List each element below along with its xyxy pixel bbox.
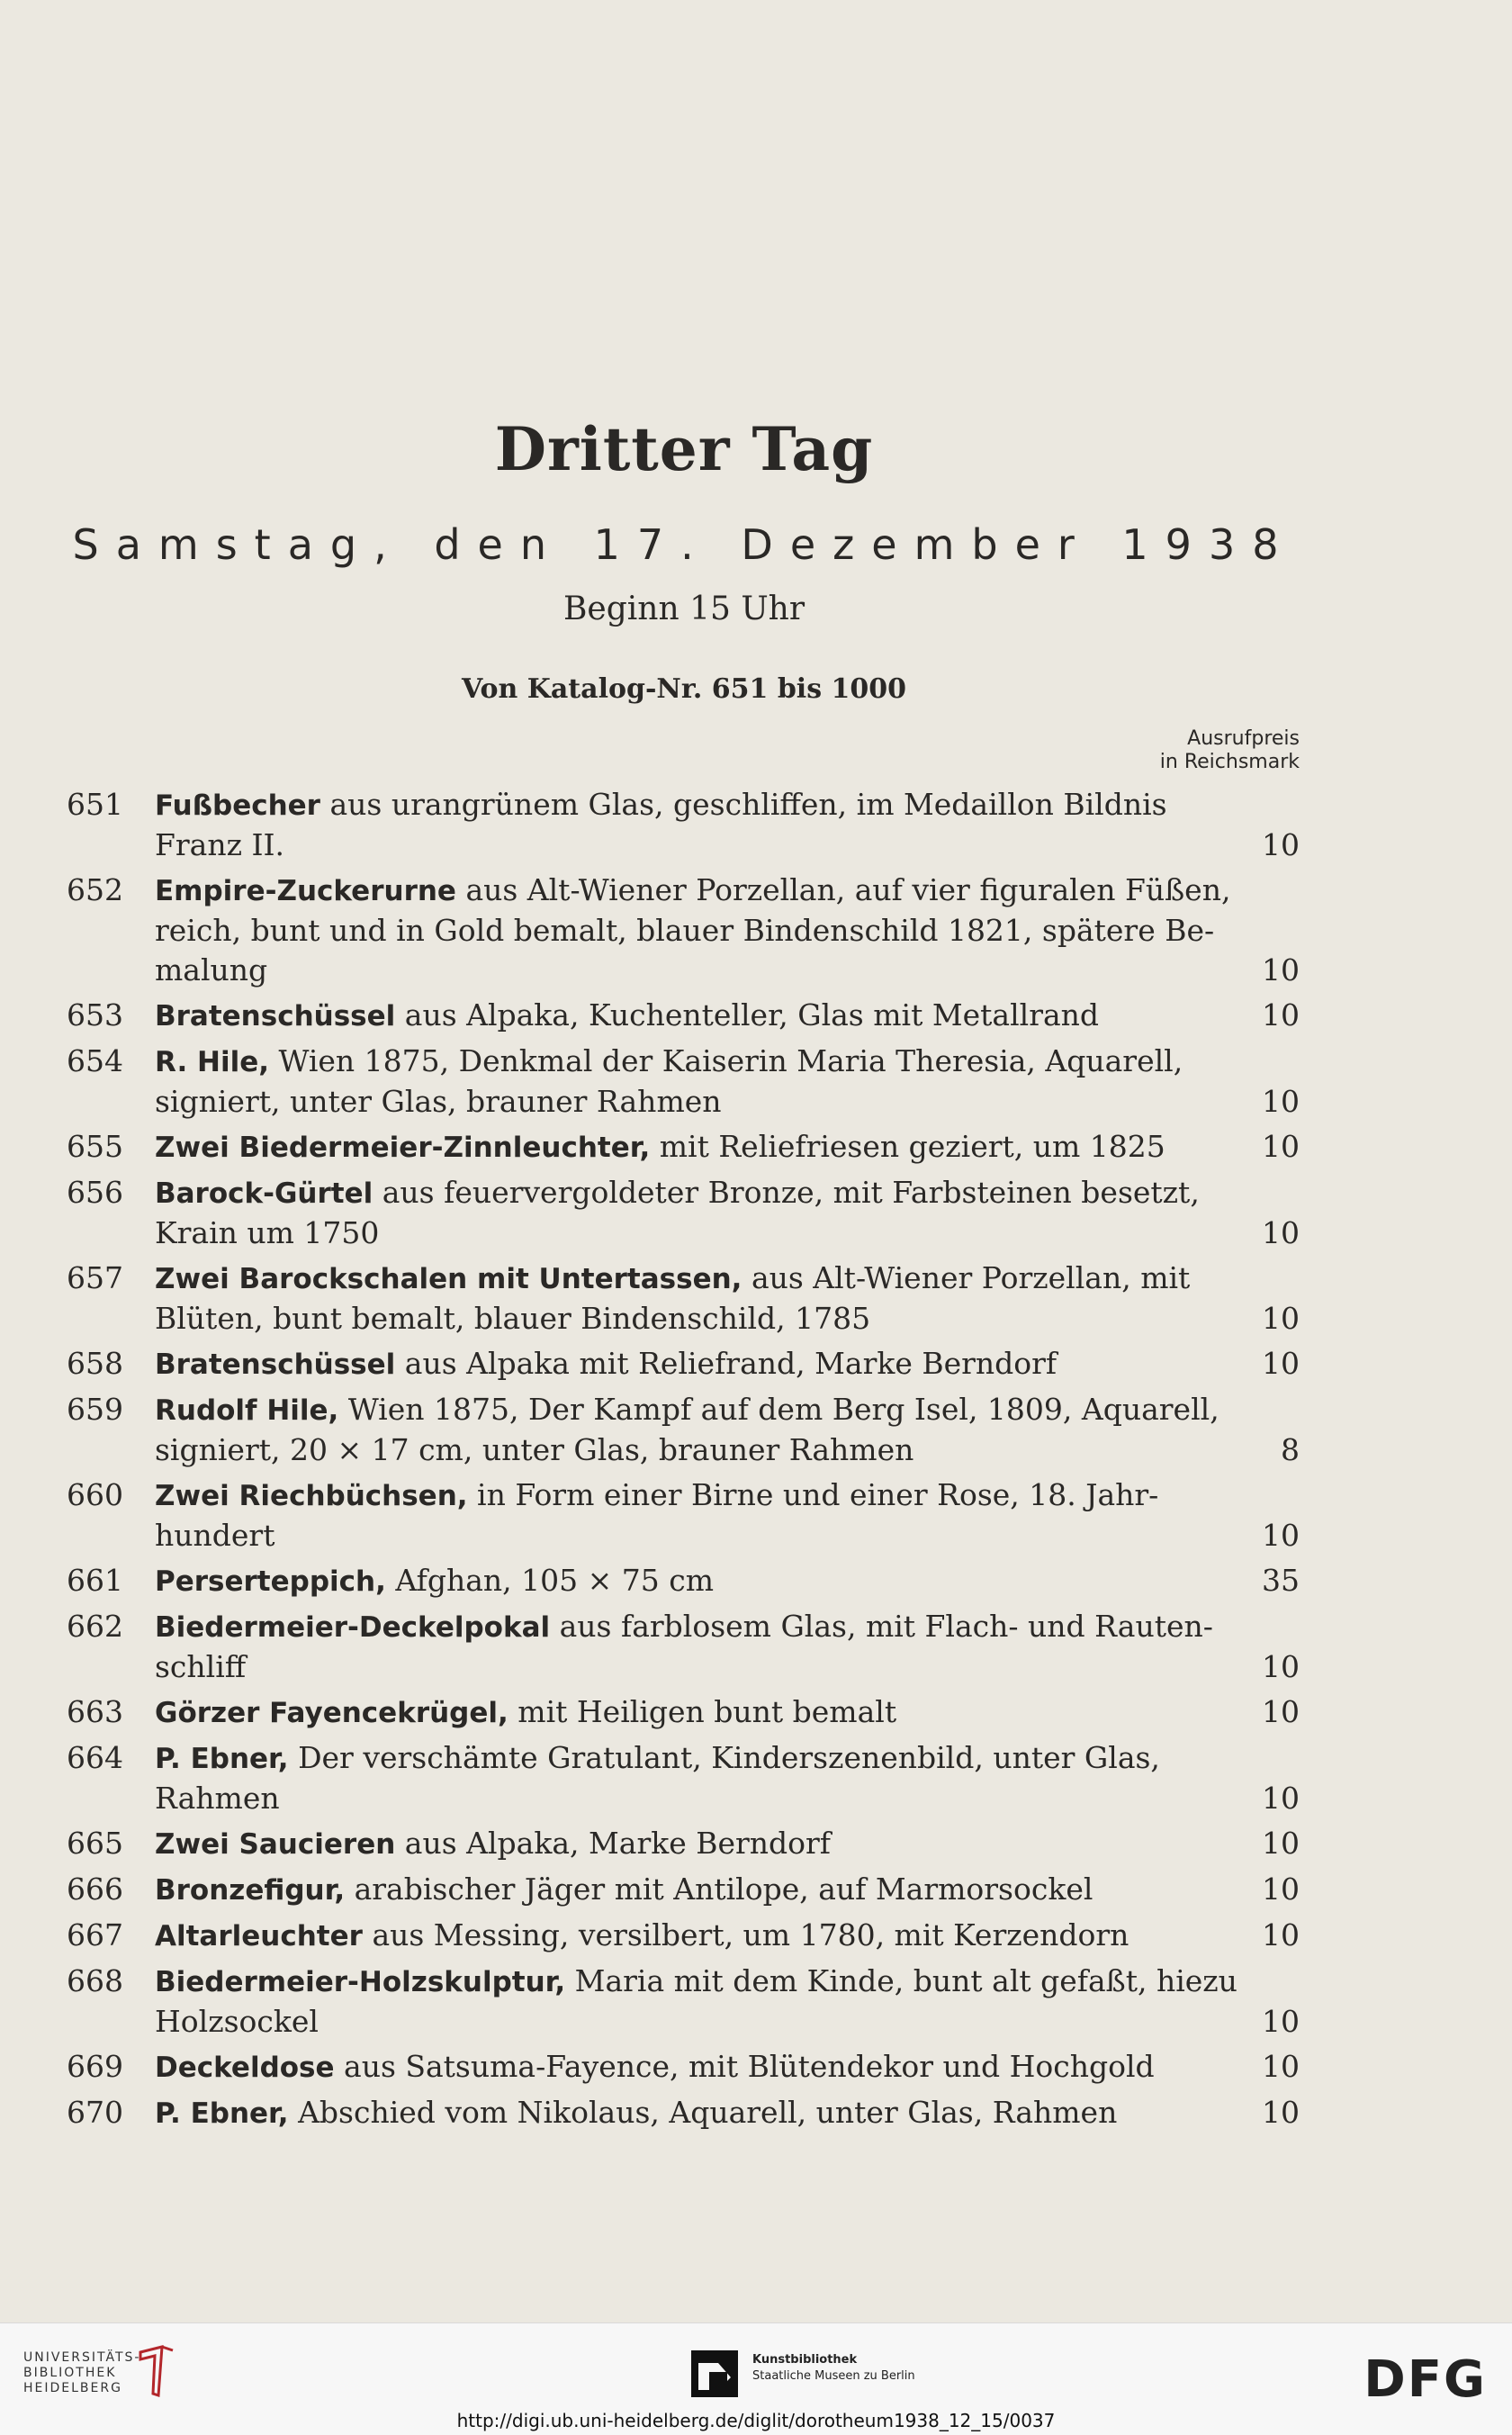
lot-line xyxy=(155,1692,1300,1733)
lot-title: Empire-Zuckerurne xyxy=(155,875,456,907)
lot-number: 663 xyxy=(67,1694,123,1729)
lot-number: 669 xyxy=(67,2049,123,2084)
lot-line xyxy=(155,1258,1300,1299)
lot-line xyxy=(155,1779,1300,1818)
lot-entry xyxy=(67,1962,1300,2042)
lot-title: Görzer Fayencekrügel, xyxy=(155,1697,508,1729)
permalink-url[interactable]: http://digi.ub.uni-heidelberg.de/diglit/dorotheum1938_12_15/0037 xyxy=(456,2410,1056,2431)
lot-entry xyxy=(67,1607,1300,1687)
uni-line: UNIVERSITÄTS- xyxy=(23,2350,141,2365)
lot-title: Biedermeier-Holzskulptur, xyxy=(155,1966,566,1998)
lot-number: 657 xyxy=(67,1260,123,1295)
kunstbibliothek-label xyxy=(752,2352,915,2385)
lot-line xyxy=(155,1516,1300,1556)
lot-entry xyxy=(67,1824,1300,1864)
lot-line xyxy=(155,1127,1300,1168)
lot-description: Rahmen xyxy=(155,1781,280,1816)
lot-entry xyxy=(67,2093,1300,2133)
lot-price: 10 xyxy=(1262,1084,1300,1119)
price-header-line: Ausrufpreis xyxy=(1187,727,1300,750)
lot-line xyxy=(155,785,1300,825)
lot-title: Deckeldose xyxy=(155,2052,335,2084)
lot-line xyxy=(155,1870,1300,1910)
lot-price: 10 xyxy=(1262,1215,1300,1250)
lot-number: 670 xyxy=(67,2095,123,2130)
lot-number: 652 xyxy=(67,872,123,907)
lot-entry xyxy=(67,2047,1300,2088)
lot-entry xyxy=(67,1258,1300,1339)
lot-entry xyxy=(67,1692,1300,1733)
dfg-logo: DFG xyxy=(1364,2350,1487,2409)
lot-number: 664 xyxy=(67,1740,123,1775)
lot-description: arabischer Jäger mit Antilope, auf Marmorsockel xyxy=(345,1871,1094,1907)
lot-description: signiert, unter Glas, brauner Rahmen xyxy=(155,1084,722,1119)
lot-entry xyxy=(67,1042,1300,1122)
lot-description: Krain um 1750 xyxy=(155,1215,380,1250)
start-time: Beginn 15 Uhr xyxy=(562,591,806,627)
lot-description: hundert xyxy=(155,1518,275,1553)
lot-line xyxy=(155,1344,1300,1384)
lot-description: aus farblosem Glas, mit Flach- und Rauten- xyxy=(550,1609,1213,1644)
lot-entry xyxy=(67,870,1300,990)
lot-entry xyxy=(67,996,1300,1036)
lot-list xyxy=(67,785,1300,2139)
page-title: Dritter Tag xyxy=(494,414,874,484)
lot-line xyxy=(155,1916,1300,1956)
lot-entry xyxy=(67,1173,1300,1253)
catalog-range: Von Katalog-Nr. 651 bis 1000 xyxy=(461,673,907,705)
lot-line xyxy=(155,1430,1300,1470)
lot-line xyxy=(155,825,1300,865)
lot-title: Zwei Riechbüchsen, xyxy=(155,1480,468,1512)
lot-description: Wien 1875, Denkmal der Kaiserin Maria Theresia, Aquarell, xyxy=(269,1043,1184,1078)
lot-title: Altarleuchter xyxy=(155,1920,363,1953)
lot-price: 10 xyxy=(1262,827,1300,862)
lot-entry xyxy=(67,1390,1300,1470)
lot-title: Zwei Barockschalen mit Untertassen, xyxy=(155,1263,742,1295)
lot-description: Der verschämte Gratulant, Kinderszenenbild, unter Glas, xyxy=(288,1740,1160,1775)
lot-entry xyxy=(67,1738,1300,1818)
lot-line xyxy=(155,2047,1300,2088)
lot-price: 10 xyxy=(1262,1346,1300,1381)
lot-price: 10 xyxy=(1262,1917,1300,1953)
lot-description: aus Satsuma-Fayence, mit Blütendekor und Hochgold xyxy=(334,2049,1155,2084)
lot-title: Zwei Saucieren xyxy=(155,1828,396,1861)
lot-number: 667 xyxy=(67,1917,123,1953)
lot-description: schliff xyxy=(155,1649,247,1684)
lot-entry xyxy=(67,1127,1300,1168)
lot-description: Maria mit dem Kinde, bunt alt gefaßt, hiezu xyxy=(565,1963,1238,1998)
lot-number: 653 xyxy=(67,997,123,1033)
lot-description: mit Heiligen bunt bemalt xyxy=(508,1694,897,1729)
lot-price: 10 xyxy=(1262,2095,1300,2130)
university-library-name xyxy=(23,2350,140,2396)
lot-line xyxy=(155,1962,1300,2002)
lot-entry xyxy=(67,1870,1300,1910)
lot-line xyxy=(155,996,1300,1036)
lot-entry xyxy=(67,1344,1300,1384)
lot-line xyxy=(155,1042,1300,1082)
lot-number: 658 xyxy=(67,1346,123,1381)
lot-title: Perserteppich, xyxy=(155,1565,386,1598)
lot-description: aus Alt-Wiener Porzellan, auf vier figuralen Füßen, xyxy=(455,872,1231,907)
auction-date: Samstag, den 17. Dezember 1938 xyxy=(72,520,1296,569)
lot-line xyxy=(155,1390,1300,1430)
lot-title: Zwei Biedermeier-Zinnleuchter, xyxy=(155,1132,651,1164)
lot-description: aus Alpaka, Marke Berndorf xyxy=(395,1826,832,1861)
lot-title: Bratenschüssel xyxy=(155,1000,396,1033)
kunstbibliothek-logo-icon xyxy=(691,2350,738,2397)
lot-description: Holzsockel xyxy=(155,2004,319,2039)
lot-entry xyxy=(67,785,1300,865)
lot-line xyxy=(155,2093,1300,2133)
lot-line xyxy=(155,2002,1300,2042)
university-logo-icon xyxy=(135,2343,178,2399)
lot-title: R. Hile, xyxy=(155,1046,270,1078)
lot-line xyxy=(155,1738,1300,1779)
lot-title: P. Ebner, xyxy=(155,2097,289,2130)
lot-description: aus Alpaka mit Reliefrand, Marke Berndorf xyxy=(395,1346,1058,1381)
lot-description: aus Alt-Wiener Porzellan, mit xyxy=(742,1260,1191,1295)
lot-number: 654 xyxy=(67,1043,123,1078)
lot-price: 10 xyxy=(1262,2049,1300,2084)
lot-line xyxy=(155,1082,1300,1122)
lot-title: Fußbecher xyxy=(155,789,320,822)
lot-price: 10 xyxy=(1262,1871,1300,1907)
uni-line: HEIDELBERG xyxy=(23,2381,122,2395)
lot-title: Bratenschüssel xyxy=(155,1348,396,1381)
lot-price: 10 xyxy=(1262,2004,1300,2039)
lot-description: Afghan, 105 × 75 cm xyxy=(385,1563,714,1598)
lot-entry xyxy=(67,1561,1300,1601)
lot-line xyxy=(155,1824,1300,1864)
lot-line xyxy=(155,1607,1300,1647)
footer-bar xyxy=(0,2322,1512,2435)
lot-line xyxy=(155,1213,1300,1253)
lot-number: 656 xyxy=(67,1175,123,1210)
lot-number: 662 xyxy=(67,1609,123,1644)
lot-line xyxy=(155,911,1300,951)
lot-description: aus urangrünem Glas, geschliffen, im Medaillon Bildnis xyxy=(320,787,1167,822)
lot-price: 10 xyxy=(1262,1694,1300,1729)
lot-number: 660 xyxy=(67,1477,123,1512)
lot-description: aus Alpaka, Kuchenteller, Glas mit Metallrand xyxy=(395,997,1100,1033)
lot-line xyxy=(155,1299,1300,1339)
lot-price: 10 xyxy=(1262,1826,1300,1861)
lot-line xyxy=(155,1647,1300,1687)
lot-description: Wien 1875, Der Kampf auf dem Berg Isel, 1809, Aquarell, xyxy=(338,1392,1220,1427)
lot-description: malung xyxy=(155,952,268,988)
lot-description: reich, bunt und in Gold bemalt, blauer Bindenschild 1821, spätere Be- xyxy=(155,913,1215,948)
lot-description: Franz II. xyxy=(155,827,285,862)
price-column-header xyxy=(1160,727,1300,774)
lot-number: 665 xyxy=(67,1826,123,1861)
lot-title: Biedermeier-Deckelpokal xyxy=(155,1611,551,1644)
lot-line xyxy=(155,951,1300,990)
lot-number: 651 xyxy=(67,787,123,822)
lot-title: Barock-Gürtel xyxy=(155,1177,374,1210)
lot-title: P. Ebner, xyxy=(155,1743,289,1775)
lot-description: mit Reliefriesen geziert, um 1825 xyxy=(650,1129,1166,1164)
lot-entry xyxy=(67,1916,1300,1956)
uni-line: BIBLIOTHEK xyxy=(23,2366,117,2380)
price-header-line: in Reichsmark xyxy=(1159,751,1300,773)
lot-number: 659 xyxy=(67,1392,123,1427)
lot-price: 10 xyxy=(1262,1301,1300,1336)
lot-description: Blüten, bunt bemalt, blauer Bindenschild, 1785 xyxy=(155,1301,871,1336)
lot-price: 10 xyxy=(1262,1129,1300,1164)
lot-number: 668 xyxy=(67,1963,123,1998)
kb-subtitle: Staatliche Museen zu Berlin xyxy=(752,2369,915,2383)
lot-title: Rudolf Hile, xyxy=(155,1394,339,1427)
lot-title: Bronzefigur, xyxy=(155,1874,346,1907)
lot-price: 10 xyxy=(1262,952,1300,988)
lot-description: Abschied vom Nikolaus, Aquarell, unter Glas, Rahmen xyxy=(288,2095,1118,2130)
lot-description: in Form einer Birne und einer Rose, 18. Jahr- xyxy=(467,1477,1159,1512)
lot-price: 35 xyxy=(1262,1563,1300,1598)
lot-description: signiert, 20 × 17 cm, unter Glas, brauner Rahmen xyxy=(155,1432,914,1467)
lot-number: 655 xyxy=(67,1129,123,1164)
lot-line xyxy=(155,870,1300,911)
lot-price: 10 xyxy=(1262,1781,1300,1816)
lot-number: 661 xyxy=(67,1563,123,1598)
lot-description: aus Messing, versilbert, um 1780, mit Kerzendorn xyxy=(362,1917,1130,1953)
lot-line xyxy=(155,1475,1300,1516)
lot-line xyxy=(155,1173,1300,1213)
lot-entry xyxy=(67,1475,1300,1556)
lot-number: 666 xyxy=(67,1871,123,1907)
kb-title: Kunstbibliothek xyxy=(752,2353,858,2367)
lot-price: 10 xyxy=(1262,997,1300,1033)
lot-description: aus feuervergoldeter Bronze, mit Farbsteinen besetzt, xyxy=(373,1175,1200,1210)
lot-line xyxy=(155,1561,1300,1601)
lot-price: 8 xyxy=(1281,1432,1300,1467)
lot-price: 10 xyxy=(1262,1649,1300,1684)
lot-price: 10 xyxy=(1262,1518,1300,1553)
